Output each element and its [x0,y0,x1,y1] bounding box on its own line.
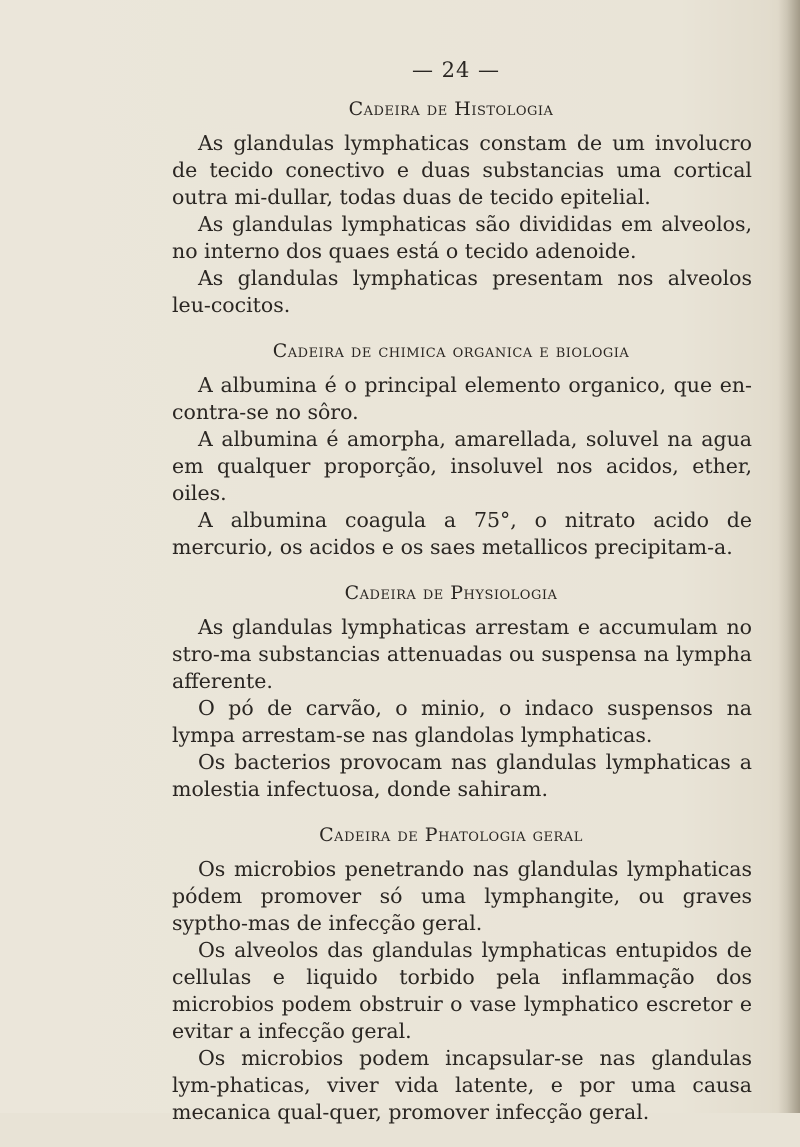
paragraph: As glandulas lymphaticas são divididas em alveolos, no interno dos quaes está o tecido adenoide. [172,212,752,263]
section-title: Cadeira de Histologia [348,98,554,120]
paragraph: A albumina coagula a 75°, o nitrato acido de mercurio, os acidos e os saes metallicos precipitam-a. [172,508,752,559]
page-edge-shadow [778,0,800,1113]
section-chimica [172,340,752,561]
paragraph: As glandulas lymphaticas presentam nos alveolos leu-cocitos. [172,266,752,317]
page-content [172,58,752,1147]
paragraph: A albumina é amorpha, amarellada, soluvel na agua em qualquer proporção, insoluvel nos acidos, ether, oiles. [172,427,752,505]
section-title: Cadeira de Physiologia [344,582,558,604]
paragraph: Os microbios podem incapsular-se nas glandulas lym-phaticas, viver vida latente, e por uma causa mecanica qual-quer, promover infecção geral. [172,1046,752,1124]
paragraph: Os alveolos das glandulas lymphaticas entupidos de cellulas e liquido torbido pela inflammação dos microbios podem obstruir o vase lymphatico escretor e evitar a infecção geral. [172,938,752,1043]
paragraph: As glandulas lymphaticas arrestam e accumulam no stro-ma substancias attenuadas ou suspensa na lympha afferente. [172,615,752,693]
paragraph: Os microbios penetrando nas glandulas lymphaticas pódem promover só uma lymphangite, ou graves syptho-mas de infecção geral. [172,857,752,935]
section-phatologia [172,824,752,1126]
section-title: Cadeira de chimica organica e biologia [272,340,630,362]
paragraph: A albumina é o principal elemento organico, que en-contra-se no sôro. [172,373,752,424]
paragraph: O pó de carvão, o minio, o indaco suspensos na lympa arrestam-se nas glandolas lymphaticas. [172,696,752,747]
paragraph: As glandulas lymphaticas constam de um involucro de tecido conectivo e duas substancias uma cortical outra mi-dullar, todas duas de tecido epitelial. [172,131,752,209]
section-title: Cadeira de Phatologia geral [319,824,583,846]
paragraph: Os bacterios provocam nas glandulas lymphaticas a molestia infectuosa, donde sahiram. [172,750,752,801]
page-number: — 24 — [411,58,501,82]
section-physiologia [172,582,752,803]
section-histologia [172,98,752,319]
